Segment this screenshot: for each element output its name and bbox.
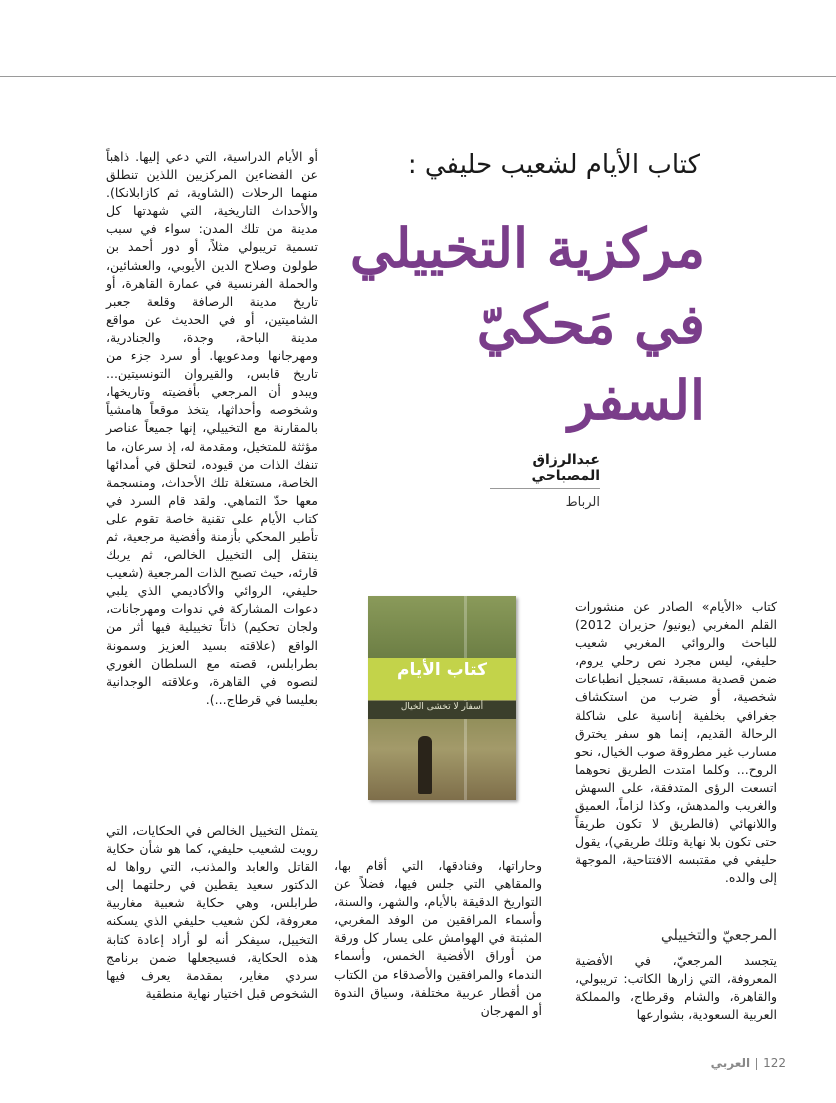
byline-rule (490, 488, 600, 489)
column-left-bottom (106, 822, 318, 1003)
middle-paragraph: وحاراتها، وفنادقها، التي أقام بها، والمقاهي التي جلس فيها، فضلاً عن التواريخ الدقيقة بالأيام، والشهر، والسنة، وأسماء المرافقين من الوفد المغربي، المثبتة في الهوامش على يسار كل ورقة من أوراق الأفضية الخمس، وأسماء الندماء والمرافقين والأصدقاء من الكتاب من أقطار عربية مختلفة، وسياق الندوة أو المهرجان (334, 858, 542, 1018)
cover-figure-silhouette (418, 736, 432, 794)
book-cover-image (368, 596, 516, 800)
magazine-brand: العربي (710, 1056, 751, 1070)
left-paragraph-2: يتمثل التخييل الخالص في الحكايات، التي رويت لشعيب حليفي، كما هو شأن حكاية القاتل والعابد والمذنب، التي رواها له الدكتور سعيد يقطين في رحلتهما إلى طرابلس، وهي حكاية شعبية مغاربية معروفة، لكن شعيب حليفي الذي يسكنه التخييل، سيفكر أنه لو أراد إعادة كتابة هذه الحكاية، فسيجعلها ضمن برنامج سردي مغاير، بمقدمة يعرف فيها الشخوص قبل اختيار نهاية منطقية (106, 823, 318, 1001)
column-middle (334, 857, 542, 1020)
headline-line-2: في مَحكيّ السفر (476, 292, 705, 432)
cover-title: كتاب الأيام (397, 660, 487, 680)
byline (490, 452, 600, 510)
author-name: عبدالرزاق المصباحي (531, 452, 600, 484)
left-paragraph-1: أو الأيام الدراسية، التي دعي إليها. ذاهباً عن الفضاءين المركزيين اللذين تنطلق منهما الرحلات (الشاوية، ثم كازابلانكا). والأحداث التاريخية، التي شهدتها كل مدينة من تلك المدن: سواء في سبب تسمية تريبولي مثلاً، أو دور أحمد بن طولون وصلاح الدين الأيوبي، والعشائين، والحملة الفرنسية في عمارة القاهرة، أو تاريخ مدينة الرصافة وقلعة جعبر الشاميتين، أو في الحديث عن مواقع مدينة الباحة، وجدة، والجنادرية، ومهرجانها ومدعويها. أو سرد جزء من تاريخ قابس، والقيروان التونسيتين... ويبدو أن المرجعي بأفضيته وتاريخها، وشخوصه وأحداثها، يتخذ موقعاً هامشياً بالمقارنة مع التخييلي، إنها جميعاً عناصر مؤثثة للمتخيل، ومقدمة له، إذ سرعان، ما تنفك الذات من قيوده، لتحلق في أمدائها الخاصة، مستغلة تلك الأحداث، ومنسجمة معها حدّ التماهي. ولقد قام السرد في كتاب الأيام على تقنية خاصة تقوم على تأطير المحكي بأزمنة وأفضية مرجعية، ثم ينتقل إلى التخييل الخالص، ثم يربك قارئه، حيث تصبح الذات المرجعية (شعيب حليفي، الروائي والأكاديمي الذي يلبي دعوات المشاركة في ندوات ومهرجانات، ولجان تحكيم) ذاتاً تخييلية فيها أثر من الواقع (علاقته بسيد العزيز وسمونة بطرابلس، قصته مع السلطان الغوري لنصوه في القاهرة، وعلاقته الوجدانية بعليسا في قرطاج...). (106, 149, 318, 707)
column-left-top (106, 148, 318, 709)
footer-separator (756, 1058, 757, 1070)
page-number: 122 (763, 1056, 786, 1070)
article-kicker: كتاب الأيام لشعيب حليفي : (407, 150, 700, 180)
top-divider (0, 76, 836, 77)
cover-subtitle: أسفار لا تخشى الخيال (400, 702, 484, 712)
column-right-bottom (575, 952, 777, 1024)
intro-paragraph: كتاب «الأيام» الصادر عن منشورات القلم المغربي (يونيو/ حزيران 2012) للباحث والروائي المغربي شعيب حليفي، ليس مجرد نص رحلي يروم، ضمن قصدية مسبقة، تسجيل انطباعات شخصية، أو ضرب من استكشاف جغرافي بخلفية إناسية على شاكلة الرحالة القديم، إنما هو سفر يخترق مسارب غير مطروقة صوب الخيال، نحو الروح... وكلما امتدت الطريق نحوهما اتسعت الرؤى المتدفقة، على السهش والغريب والمدهش، وكذا لزاماً، العميق واللانهائي (فالطريق لا تكون طريقاً حتى تكون بلا نهاية وتلك طريقي)، يقول حليفي في مقتبسه الافتتاحية، الموجهة إلى والده. (575, 599, 777, 886)
page-footer (696, 1056, 786, 1070)
section-subhead: المرجعيّ والتخييلي (660, 926, 777, 944)
section-paragraph: يتجسد المرجعيّ، في الأفضية المعروفة، التي زارها الكاتب: تريبولي، والقاهرة، والشام وقرطاج، والمملكة العربية السعودية، بشوارعها (575, 953, 777, 1023)
column-right-top (575, 598, 777, 888)
headline-line-1: مركزية التخييلي (349, 216, 705, 280)
article-headline (330, 210, 705, 438)
author-location: الرباط (565, 495, 600, 510)
